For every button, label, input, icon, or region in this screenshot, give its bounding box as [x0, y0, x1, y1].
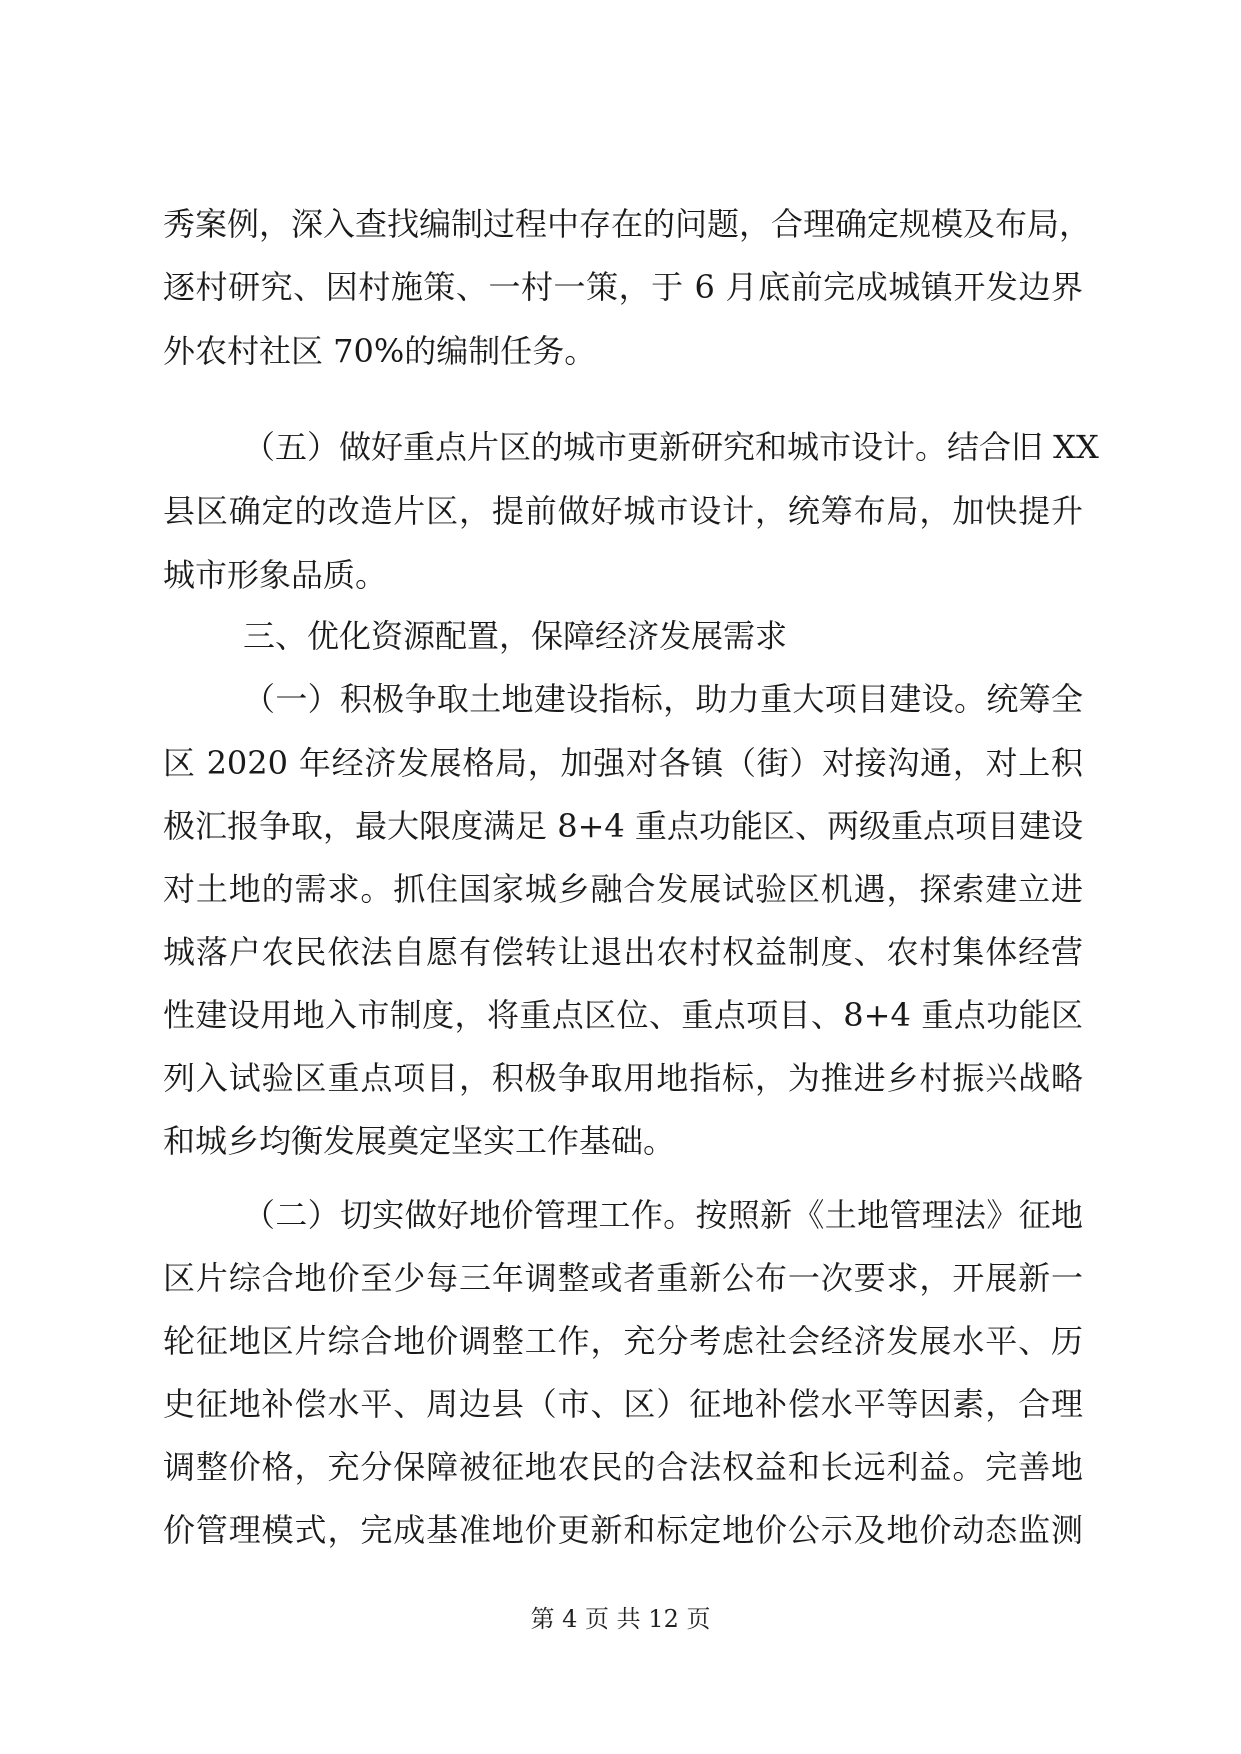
body-line: 调整价格，充分保障被征地农民的合法权益和长远利益。完善地 — [163, 1448, 1083, 1486]
page-number-footer: 第 4 页 共 12 页 — [530, 1605, 711, 1633]
body-line: 外农村社区 70%的编制任务。 — [163, 332, 597, 370]
body-line: 列入试验区重点项目，积极争取用地指标，为推进乡村振兴战略 — [163, 1059, 1083, 1097]
chapter-heading: 三、优化资源配置，保障经济发展需求 — [243, 617, 788, 655]
body-line: 性建设用地入市制度，将重点区位、重点项目、8+4 重点功能区 — [163, 996, 1083, 1034]
section-heading-line: （一）积极争取土地建设指标，助力重大项目建设。统筹全 — [243, 680, 1083, 718]
body-line: 极汇报争取，最大限度满足 8+4 重点功能区、两级重点项目建设 — [163, 807, 1083, 845]
body-line: 区片综合地价至少每三年调整或者重新公布一次要求，开展新一 — [163, 1259, 1083, 1297]
body-line: 和城乡均衡发展奠定坚实工作基础。 — [163, 1122, 676, 1160]
body-line: 价管理模式，完成基准地价更新和标定地价公示及地价动态监测 — [163, 1511, 1083, 1549]
body-line: 县区确定的改造片区，提前做好城市设计，统筹布局，加快提升 — [163, 492, 1083, 530]
body-line: 逐村研究、因村施策、一村一策，于 6 月底前完成城镇开发边界 — [163, 268, 1083, 306]
body-line: 秀案例，深入查找编制过程中存在的问题，合理确定规模及布局， — [163, 205, 1092, 243]
body-line: 城落户农民依法自愿有偿转让退出农村权益制度、农村集体经营 — [163, 933, 1083, 971]
body-line: 城市形象品质。 — [163, 556, 388, 594]
section-heading-line: （五）做好重点片区的城市更新研究和城市设计。结合旧 XX — [243, 428, 1099, 466]
body-line: 轮征地区片综合地价调整工作，充分考虑社会经济发展水平、历 — [163, 1322, 1083, 1360]
body-line: 史征地补偿水平、周边县（市、区）征地补偿水平等因素，合理 — [163, 1385, 1083, 1423]
body-line: 对土地的需求。抓住国家城乡融合发展试验区机遇，探索建立进 — [163, 870, 1083, 908]
section-heading-line: （二）切实做好地价管理工作。按照新《土地管理法》征地 — [243, 1196, 1083, 1234]
body-line: 区 2020 年经济发展格局，加强对各镇（街）对接沟通，对上积 — [163, 744, 1083, 782]
